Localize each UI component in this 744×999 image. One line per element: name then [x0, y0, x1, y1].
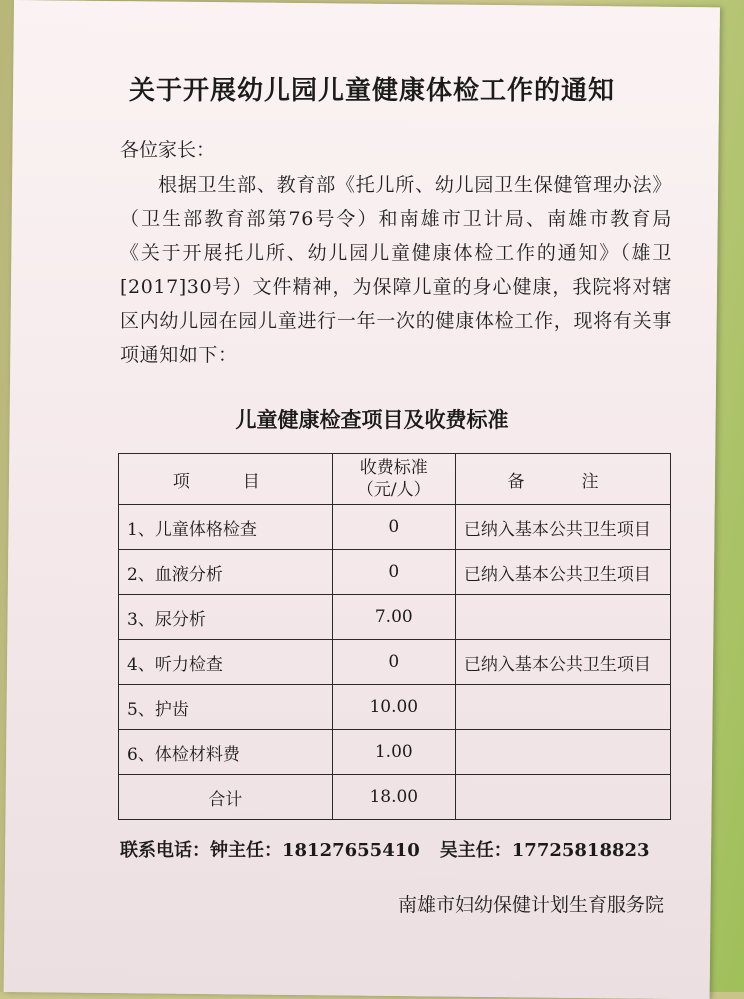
- header-fee: 收费标准 （元/人）: [332, 454, 455, 505]
- row-fee: 0: [332, 640, 455, 685]
- contact-person-2: 吴主任：17725818823: [439, 840, 650, 861]
- contact-line: [120, 836, 680, 862]
- table-row: [119, 640, 671, 685]
- header-item: 项 目: [119, 454, 333, 505]
- row-item: 2、血液分析: [119, 550, 333, 595]
- greeting: 各位家长：: [120, 139, 216, 161]
- row-item: 6、体检材料费: [119, 730, 333, 775]
- row-item: 1、儿童体格检查: [119, 505, 333, 550]
- row-note: 已纳入基本公共卫生项目: [455, 505, 670, 550]
- total-fee: 18.00: [332, 775, 455, 820]
- row-fee: 1.00: [332, 730, 455, 775]
- row-item: 5、护齿: [119, 685, 333, 730]
- total-label: 合计: [119, 775, 333, 820]
- row-fee: 0: [332, 550, 455, 595]
- table-row: [119, 550, 671, 595]
- notice-title: 关于开展幼儿园儿童健康体检工作的通知: [128, 76, 615, 106]
- contact-label: 联系电话：: [120, 840, 210, 861]
- row-item: 4、听力检查: [119, 640, 333, 685]
- organization-name: 南雄市妇幼保健计划生育服务院: [397, 894, 664, 916]
- notice-body: 根据卫生部、教育部《托儿所、幼儿园卫生保健管理办法》（卫生部教育部第76号令）和南雄市卫计局、南雄市教育局《关于开展托儿所、幼儿园儿童健康体检工作的通知》（雄卫[2017]30号）文件精神，为保障儿童的身心健康，我院将对辖区内幼儿园在园儿童进行一年一次的健康体检工作，现将有关事项通知如下：: [120, 174, 672, 366]
- fee-table: [118, 453, 671, 820]
- row-note: [455, 685, 670, 730]
- header-note: 备 注: [455, 454, 670, 505]
- row-note: [455, 730, 670, 775]
- row-fee: 0: [332, 505, 455, 550]
- contact-person-1: 钟主任：18127655410: [210, 840, 420, 861]
- table-header-row: [119, 454, 671, 505]
- table-row: [119, 730, 671, 775]
- table-total-row: [119, 775, 671, 820]
- row-note: 已纳入基本公共卫生项目: [455, 640, 670, 685]
- row-fee: 10.00: [332, 685, 455, 730]
- row-note: [455, 595, 670, 640]
- row-item: 3、尿分析: [119, 595, 333, 640]
- table-row: [119, 505, 671, 550]
- row-note: 已纳入基本公共卫生项目: [455, 550, 670, 595]
- total-note: [455, 775, 670, 820]
- table-title: 儿童健康检查项目及收费标准: [235, 407, 509, 432]
- row-fee: 7.00: [332, 595, 455, 640]
- table-row: [119, 595, 671, 640]
- table-row: [119, 685, 671, 730]
